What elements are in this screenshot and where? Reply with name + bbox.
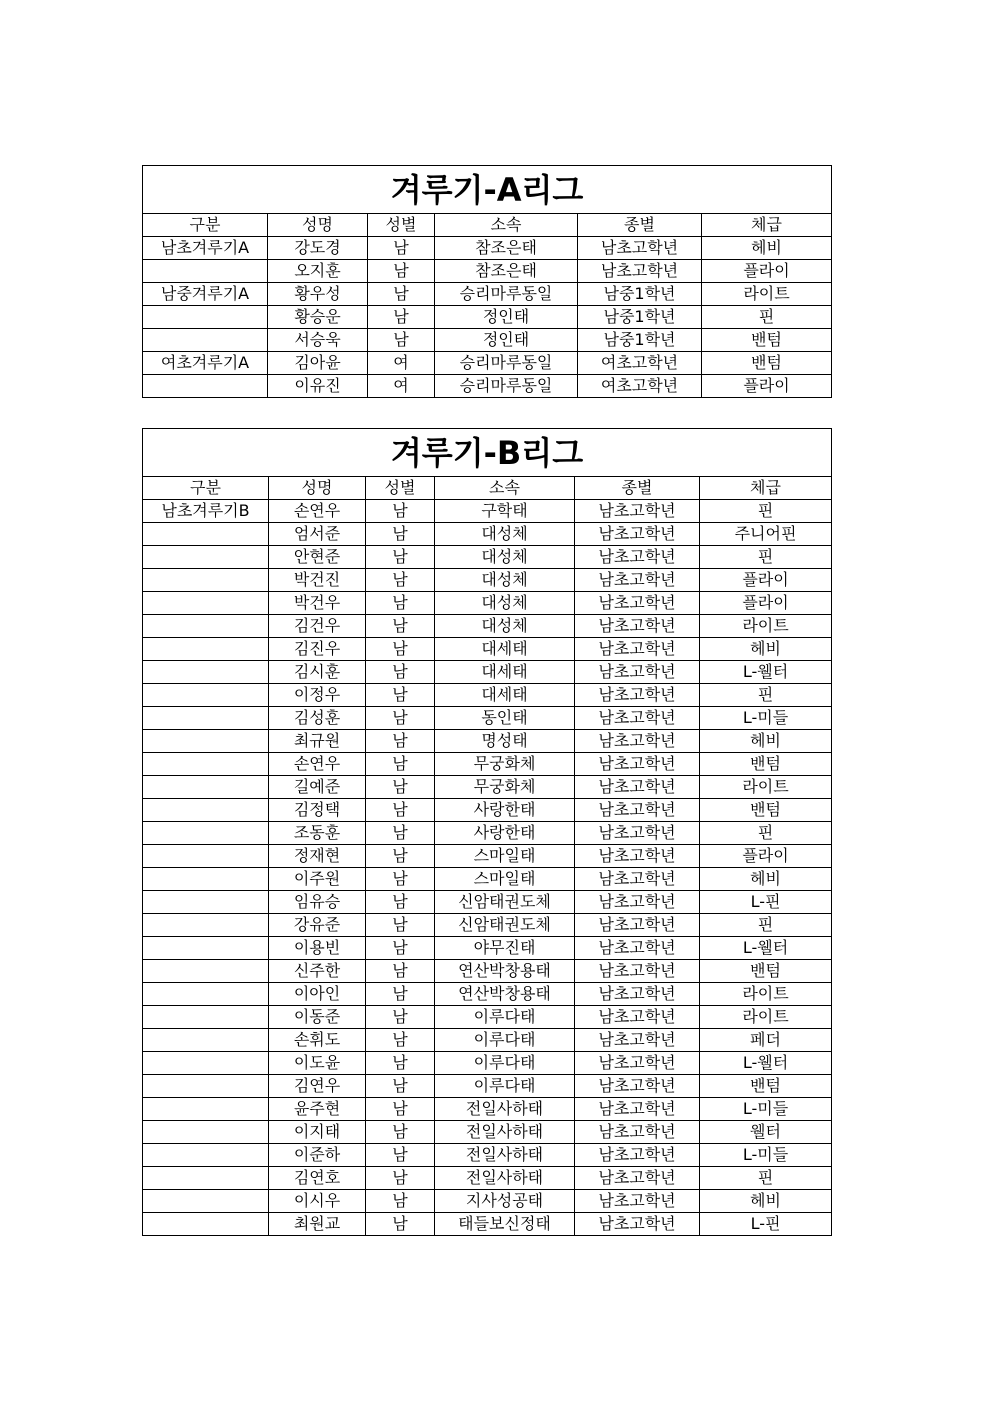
league-a-cell-weight-class: 라이트 [702,283,832,306]
league-b-cell-name: 이준하 [269,1144,366,1167]
table-row [143,1098,832,1121]
league-b-cell-affiliation: 대세태 [435,661,575,684]
league-b-header-division: 구분 [143,477,269,500]
league-b-cell-name: 김성훈 [269,707,366,730]
league-a-header-category: 종별 [578,214,702,237]
league-a-cell-gender: 남 [368,306,435,329]
league-b-cell-division [143,1167,269,1190]
league-b-cell-gender: 남 [366,983,435,1006]
league-b-cell-category: 남초고학년 [575,960,700,983]
league-b-cell-gender: 남 [366,592,435,615]
league-b-cell-weight-class: 플라이 [700,569,832,592]
league-b-cell-category: 남초고학년 [575,546,700,569]
table-row [143,615,832,638]
league-b-cell-gender: 남 [366,615,435,638]
league-a-header-affiliation: 소속 [435,214,578,237]
league-a-cell-category: 남초고학년 [578,260,702,283]
league-b-cell-affiliation: 스마일태 [435,845,575,868]
league-b-cell-gender: 남 [366,1006,435,1029]
table-row [143,661,832,684]
league-b-cell-category: 남초고학년 [575,500,700,523]
league-b-cell-weight-class: L-웰터 [700,661,832,684]
league-b-cell-division [143,592,269,615]
league-b-cell-category: 남초고학년 [575,1006,700,1029]
league-a-header-weight-class: 체급 [702,214,832,237]
league-b-cell-name: 박건우 [269,592,366,615]
league-b-cell-name: 이주원 [269,868,366,891]
table-row [143,1029,832,1052]
table-row [143,1075,832,1098]
league-b-cell-category: 남초고학년 [575,937,700,960]
league-b-cell-name: 김연우 [269,1075,366,1098]
league-a-header-gender: 성별 [368,214,435,237]
table-row [143,937,832,960]
league-b-cell-division: 남초겨루기B [143,500,269,523]
league-b-cell-gender: 남 [366,868,435,891]
league-a-cell-category: 남중1학년 [578,329,702,352]
league-b-cell-division [143,799,269,822]
league-b-cell-name: 신주한 [269,960,366,983]
league-b-cell-category: 남초고학년 [575,1052,700,1075]
league-b-cell-category: 남초고학년 [575,845,700,868]
league-a-cell-affiliation: 참조은태 [435,260,578,283]
league-a-cell-affiliation: 승리마루동일 [435,352,578,375]
league-a-cell-gender: 여 [368,352,435,375]
league-a-title: 겨루기-A리그 [143,166,832,214]
league-b-cell-division [143,1006,269,1029]
league-a-cell-gender: 여 [368,375,435,398]
league-b-cell-division [143,730,269,753]
league-b-cell-division [143,891,269,914]
league-b-cell-name: 안현준 [269,546,366,569]
league-b-cell-gender: 남 [366,845,435,868]
league-b-cell-category: 남초고학년 [575,822,700,845]
league-b-cell-category: 남초고학년 [575,1098,700,1121]
league-b-cell-affiliation: 대성체 [435,569,575,592]
league-b-cell-gender: 남 [366,1213,435,1236]
league-b-cell-category: 남초고학년 [575,1167,700,1190]
league-b-cell-affiliation: 전일사하태 [435,1098,575,1121]
league-a-cell-affiliation: 참조은태 [435,237,578,260]
table-row [143,500,832,523]
league-a-cell-name: 서승욱 [268,329,368,352]
league-b-cell-name: 이지태 [269,1121,366,1144]
league-a-cell-name: 황우성 [268,283,368,306]
table-row [143,638,832,661]
table-row [143,237,832,260]
league-b-cell-category: 남초고학년 [575,776,700,799]
league-b-cell-affiliation: 대세태 [435,638,575,661]
league-b-title: 겨루기-B리그 [143,429,832,477]
league-b-cell-affiliation: 대세태 [435,684,575,707]
league-a-cell-weight-class: 플라이 [702,375,832,398]
league-b-cell-gender: 남 [366,638,435,661]
league-b-cell-name: 김진우 [269,638,366,661]
league-b-cell-gender: 남 [366,684,435,707]
league-b-cell-gender: 남 [366,661,435,684]
table-row [143,684,832,707]
league-b-cell-affiliation: 이루다태 [435,1052,575,1075]
league-a-cell-name: 황승운 [268,306,368,329]
league-a-cell-gender: 남 [368,237,435,260]
league-b-cell-affiliation: 야무진태 [435,937,575,960]
league-b-cell-affiliation: 전일사하태 [435,1121,575,1144]
league-b-cell-gender: 남 [366,1144,435,1167]
table-row [143,329,832,352]
league-b-cell-weight-class: 플라이 [700,845,832,868]
league-b-cell-division [143,638,269,661]
league-a-cell-weight-class: 플라이 [702,260,832,283]
league-b-cell-gender: 남 [366,1052,435,1075]
league-b-cell-division [143,1075,269,1098]
league-a-cell-affiliation: 정인태 [435,329,578,352]
league-b-cell-affiliation: 전일사하태 [435,1144,575,1167]
league-b-cell-gender: 남 [366,523,435,546]
league-b-cell-gender: 남 [366,960,435,983]
league-a-cell-category: 남초고학년 [578,237,702,260]
league-a-cell-name: 김아윤 [268,352,368,375]
league-a-cell-name: 강도경 [268,237,368,260]
league-b-header-name: 성명 [269,477,366,500]
league-a-cell-name: 오지훈 [268,260,368,283]
league-b-cell-name: 임유승 [269,891,366,914]
table-row [143,375,832,398]
league-b-cell-affiliation: 대성체 [435,546,575,569]
league-a-cell-category: 여초고학년 [578,375,702,398]
league-a-cell-gender: 남 [368,283,435,306]
league-b-cell-category: 남초고학년 [575,983,700,1006]
league-b-cell-name: 윤주현 [269,1098,366,1121]
league-b-cell-weight-class: 플라이 [700,592,832,615]
league-b-cell-affiliation: 이루다태 [435,1029,575,1052]
league-b-cell-weight-class: 헤비 [700,638,832,661]
league-a-cell-division [143,329,268,352]
league-b-cell-affiliation: 스마일태 [435,868,575,891]
table-row [143,983,832,1006]
league-b-cell-affiliation: 구학태 [435,500,575,523]
league-b-cell-affiliation: 대성체 [435,592,575,615]
league-b-cell-category: 남초고학년 [575,1121,700,1144]
league-b-cell-weight-class: 주니어핀 [700,523,832,546]
league-b-cell-category: 남초고학년 [575,684,700,707]
league-b-cell-category: 남초고학년 [575,753,700,776]
league-b-cell-gender: 남 [366,1029,435,1052]
league-a-cell-category: 남중1학년 [578,306,702,329]
league-b-cell-division [143,937,269,960]
table-row [143,868,832,891]
league-b-cell-name: 이도윤 [269,1052,366,1075]
league-b-header-affiliation: 소속 [435,477,575,500]
table-row [143,845,832,868]
league-b-cell-affiliation: 이루다태 [435,1006,575,1029]
league-a-cell-division: 남중겨루기A [143,283,268,306]
league-a-header-name: 성명 [268,214,368,237]
table-row [143,1167,832,1190]
league-a-cell-category: 남중1학년 [578,283,702,306]
table-row [143,960,832,983]
league-b-cell-gender: 남 [366,937,435,960]
league-b-cell-division [143,983,269,1006]
league-b-header-category: 종별 [575,477,700,500]
league-b-cell-category: 남초고학년 [575,638,700,661]
league-b-cell-gender: 남 [366,1075,435,1098]
league-b-cell-weight-class: L-핀 [700,891,832,914]
league-b-cell-weight-class: L-핀 [700,1213,832,1236]
league-b-cell-division [143,523,269,546]
league-b-cell-name: 강유준 [269,914,366,937]
league-b-cell-category: 남초고학년 [575,1144,700,1167]
league-b-cell-name: 이용빈 [269,937,366,960]
league-b-cell-division [143,822,269,845]
league-b-cell-affiliation: 무궁화체 [435,776,575,799]
league-b-cell-gender: 남 [366,1190,435,1213]
league-b-cell-gender: 남 [366,546,435,569]
league-a-cell-weight-class: 밴텀 [702,329,832,352]
league-b-cell-weight-class: 웰터 [700,1121,832,1144]
league-b-cell-affiliation: 연산박창용태 [435,983,575,1006]
league-b-cell-gender: 남 [366,891,435,914]
league-b-cell-division [143,1190,269,1213]
league-b-cell-gender: 남 [366,1121,435,1144]
league-b-cell-weight-class: 밴텀 [700,1075,832,1098]
league-b-cell-name: 손휘도 [269,1029,366,1052]
league-b-cell-category: 남초고학년 [575,523,700,546]
league-b-cell-affiliation: 태들보신정태 [435,1213,575,1236]
league-b-cell-weight-class: 라이트 [700,1006,832,1029]
league-b-cell-category: 남초고학년 [575,569,700,592]
league-b-cell-category: 남초고학년 [575,707,700,730]
table-row [143,914,832,937]
league-b-cell-weight-class: 밴텀 [700,960,832,983]
league-a-cell-name: 이유진 [268,375,368,398]
league-b-cell-name: 이동준 [269,1006,366,1029]
league-b-cell-name: 김정택 [269,799,366,822]
league-b-cell-division [143,1029,269,1052]
league-b-cell-affiliation: 무궁화체 [435,753,575,776]
league-b-cell-weight-class: 라이트 [700,776,832,799]
league-b-cell-gender: 남 [366,1167,435,1190]
league-b-cell-division [143,776,269,799]
league-a-cell-affiliation: 정인태 [435,306,578,329]
league-b-cell-division [143,960,269,983]
league-b-cell-name: 김시훈 [269,661,366,684]
league-a-cell-category: 여초고학년 [578,352,702,375]
league-b-cell-division [143,1144,269,1167]
table-row [143,1213,832,1236]
table-row [143,799,832,822]
league-b-cell-weight-class: 핀 [700,500,832,523]
league-b-cell-name: 길예준 [269,776,366,799]
table-row [143,753,832,776]
league-b-cell-weight-class: 핀 [700,914,832,937]
league-b-cell-gender: 남 [366,753,435,776]
league-b-cell-affiliation: 지사성공태 [435,1190,575,1213]
league-b-cell-category: 남초고학년 [575,868,700,891]
league-b-cell-weight-class: 페더 [700,1029,832,1052]
league-b-cell-name: 이정우 [269,684,366,707]
league-b-cell-division [143,546,269,569]
league-a-cell-affiliation: 승리마루동일 [435,283,578,306]
league-b-cell-weight-class: 핀 [700,822,832,845]
league-b-cell-category: 남초고학년 [575,730,700,753]
league-b-cell-category: 남초고학년 [575,1190,700,1213]
league-b-header-gender: 성별 [366,477,435,500]
league-b-cell-affiliation: 사랑한태 [435,822,575,845]
table-row [143,822,832,845]
league-b-cell-affiliation: 명성태 [435,730,575,753]
league-a-header-division: 구분 [143,214,268,237]
league-a-cell-weight-class: 핀 [702,306,832,329]
league-b-cell-division [143,868,269,891]
league-a-cell-weight-class: 헤비 [702,237,832,260]
table-row [143,306,832,329]
league-b-cell-name: 이아인 [269,983,366,1006]
league-b-cell-weight-class: L-웰터 [700,937,832,960]
league-b-cell-name: 손연우 [269,753,366,776]
league-b-cell-division [143,1052,269,1075]
league-b-cell-weight-class: 핀 [700,1167,832,1190]
league-b-cell-division [143,615,269,638]
league-b-cell-category: 남초고학년 [575,799,700,822]
league-b-cell-affiliation: 연산박창용태 [435,960,575,983]
league-b-cell-weight-class: 라이트 [700,615,832,638]
league-b-cell-weight-class: L-미들 [700,1144,832,1167]
league-a-cell-division [143,375,268,398]
table-row [143,891,832,914]
league-b-cell-category: 남초고학년 [575,1029,700,1052]
league-a-table [142,165,832,398]
league-b-cell-gender: 남 [366,569,435,592]
league-b-cell-name: 김건우 [269,615,366,638]
table-row [143,1144,832,1167]
league-b-cell-weight-class: L-미들 [700,707,832,730]
league-b-cell-category: 남초고학년 [575,1075,700,1098]
league-b-cell-division [143,1121,269,1144]
league-a-header-row [143,214,832,237]
league-b-cell-gender: 남 [366,500,435,523]
league-b-cell-gender: 남 [366,776,435,799]
league-b-cell-name: 박건진 [269,569,366,592]
league-b-cell-weight-class: 핀 [700,684,832,707]
league-b-cell-division [143,845,269,868]
league-b-cell-affiliation: 동인태 [435,707,575,730]
league-b-header-row [143,477,832,500]
league-b-cell-name: 이시우 [269,1190,366,1213]
league-b-cell-weight-class: 헤비 [700,1190,832,1213]
league-b-cell-gender: 남 [366,822,435,845]
league-a-cell-division: 여초겨루기A [143,352,268,375]
table-row [143,546,832,569]
league-b-cell-weight-class: 밴텀 [700,753,832,776]
league-b-cell-name: 조동훈 [269,822,366,845]
table-row [143,1190,832,1213]
league-a-cell-division: 남초겨루기A [143,237,268,260]
league-b-cell-affiliation: 사랑한태 [435,799,575,822]
league-b-cell-affiliation: 대성체 [435,523,575,546]
league-a-cell-division [143,260,268,283]
table-row [143,260,832,283]
league-b-cell-affiliation: 이루다태 [435,1075,575,1098]
league-b-cell-affiliation: 신암태권도체 [435,914,575,937]
league-a-cell-gender: 남 [368,260,435,283]
league-b-header-weight-class: 체급 [700,477,832,500]
league-a-cell-affiliation: 승리마루동일 [435,375,578,398]
league-b-cell-category: 남초고학년 [575,891,700,914]
league-b-cell-weight-class: L-웰터 [700,1052,832,1075]
league-b-cell-category: 남초고학년 [575,661,700,684]
league-b-cell-name: 엄서준 [269,523,366,546]
table-row [143,776,832,799]
league-a-cell-gender: 남 [368,329,435,352]
league-b-cell-weight-class: 헤비 [700,868,832,891]
league-b-cell-gender: 남 [366,707,435,730]
league-b-cell-weight-class: 밴텀 [700,799,832,822]
league-b-cell-affiliation: 전일사하태 [435,1167,575,1190]
league-b-cell-name: 정재현 [269,845,366,868]
league-b-cell-affiliation: 대성체 [435,615,575,638]
league-b-cell-affiliation: 신암태권도체 [435,891,575,914]
table-row [143,569,832,592]
table-row [143,1006,832,1029]
league-b-cell-category: 남초고학년 [575,914,700,937]
league-b-cell-gender: 남 [366,1098,435,1121]
league-b-table [142,428,832,1236]
league-b-cell-gender: 남 [366,799,435,822]
table-row [143,730,832,753]
league-b-cell-name: 손연우 [269,500,366,523]
league-b-cell-division [143,684,269,707]
league-b-cell-division [143,1098,269,1121]
league-b-cell-division [143,914,269,937]
league-b-cell-name: 최규원 [269,730,366,753]
league-a-cell-weight-class: 밴텀 [702,352,832,375]
league-b-cell-division [143,1213,269,1236]
table-row [143,1052,832,1075]
league-b-cell-weight-class: 라이트 [700,983,832,1006]
league-b-cell-weight-class: 핀 [700,546,832,569]
league-b-cell-weight-class: L-미들 [700,1098,832,1121]
league-b-cell-category: 남초고학년 [575,1213,700,1236]
league-b-cell-division [143,661,269,684]
table-row [143,1121,832,1144]
league-b-cell-category: 남초고학년 [575,615,700,638]
league-b-cell-division [143,707,269,730]
league-b-cell-name: 최원교 [269,1213,366,1236]
table-row [143,523,832,546]
league-b-cell-gender: 남 [366,914,435,937]
table-row [143,352,832,375]
league-a-cell-division [143,306,268,329]
table-row [143,283,832,306]
league-b-cell-division [143,753,269,776]
league-b-cell-division [143,569,269,592]
table-row [143,592,832,615]
league-b-cell-weight-class: 헤비 [700,730,832,753]
league-b-cell-category: 남초고학년 [575,592,700,615]
league-b-cell-name: 김연호 [269,1167,366,1190]
league-b-cell-gender: 남 [366,730,435,753]
table-row [143,707,832,730]
